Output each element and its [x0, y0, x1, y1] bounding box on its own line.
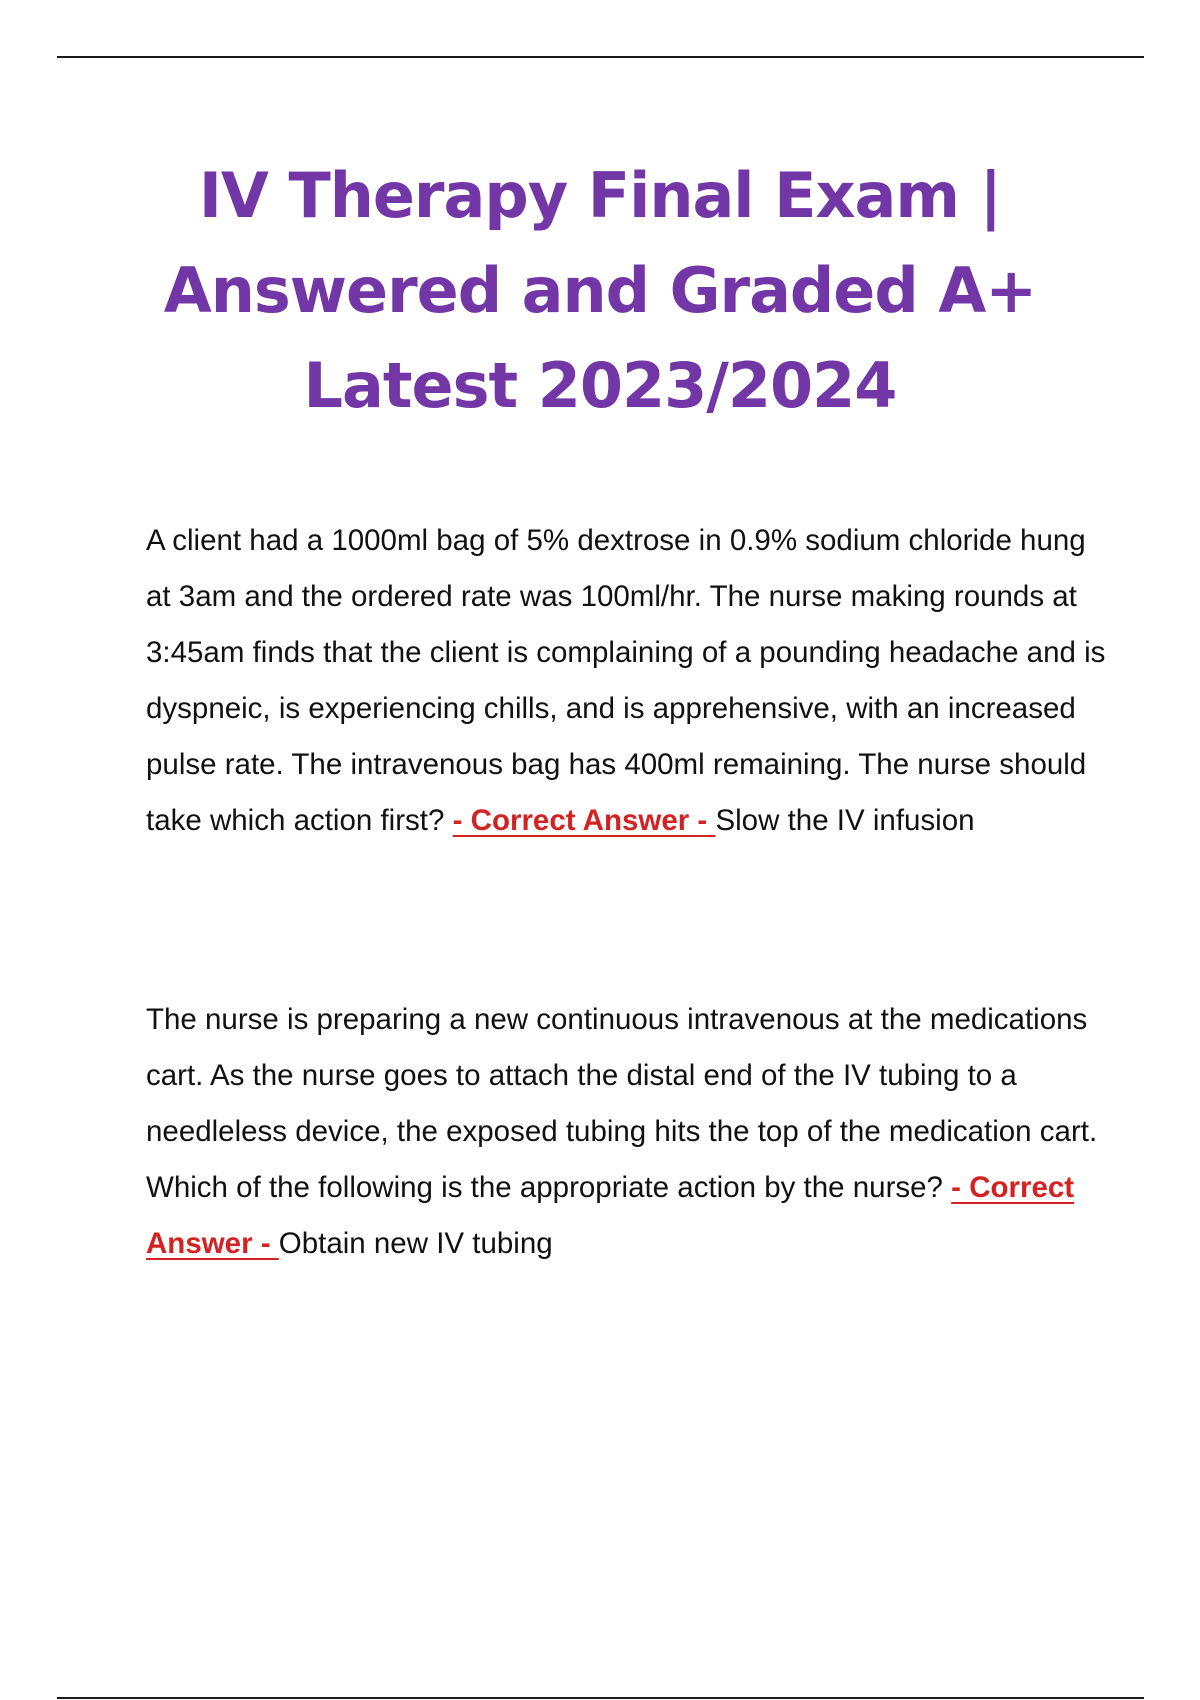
question-block-1 [146, 513, 1106, 849]
bottom-divider [57, 1697, 1144, 1699]
question-text: A client had a 1000ml bag of 5% dextrose in 0.9% sodium chloride hung at 3am and the ordered rate was 100ml/hr. The nurse making rounds at 3:45am finds that the client is complaining of a pounding headache and is dyspneic, is experiencing chills, and is apprehensive, with an increased pulse rate. The intravenous bag has 400ml remaining. The nurse should take which action first? [146, 524, 1106, 837]
answer-text: Slow the IV infusion [715, 804, 975, 837]
title-line-2: Answered and Graded A+ [163, 254, 1037, 327]
answer-text: Obtain new IV tubing [278, 1227, 553, 1260]
question-block-2 [146, 992, 1106, 1272]
correct-answer-label: - Correct Answer - [146, 1171, 1075, 1260]
document-title [100, 148, 1100, 433]
question-text: The nurse is preparing a new continuous intravenous at the medications cart. As the nurse goes to attach the distal end of the IV tubing to a needleless device, the exposed tubing hits the top of the medication cart. Which of the following is the appropriate action by the nurse? [146, 1003, 1098, 1204]
top-divider [57, 56, 1144, 58]
title-line-1: IV Therapy Final Exam | [198, 159, 1002, 232]
title-line-3: Latest 2023/2024 [303, 349, 897, 422]
correct-answer-label: - Correct Answer - [452, 804, 716, 837]
